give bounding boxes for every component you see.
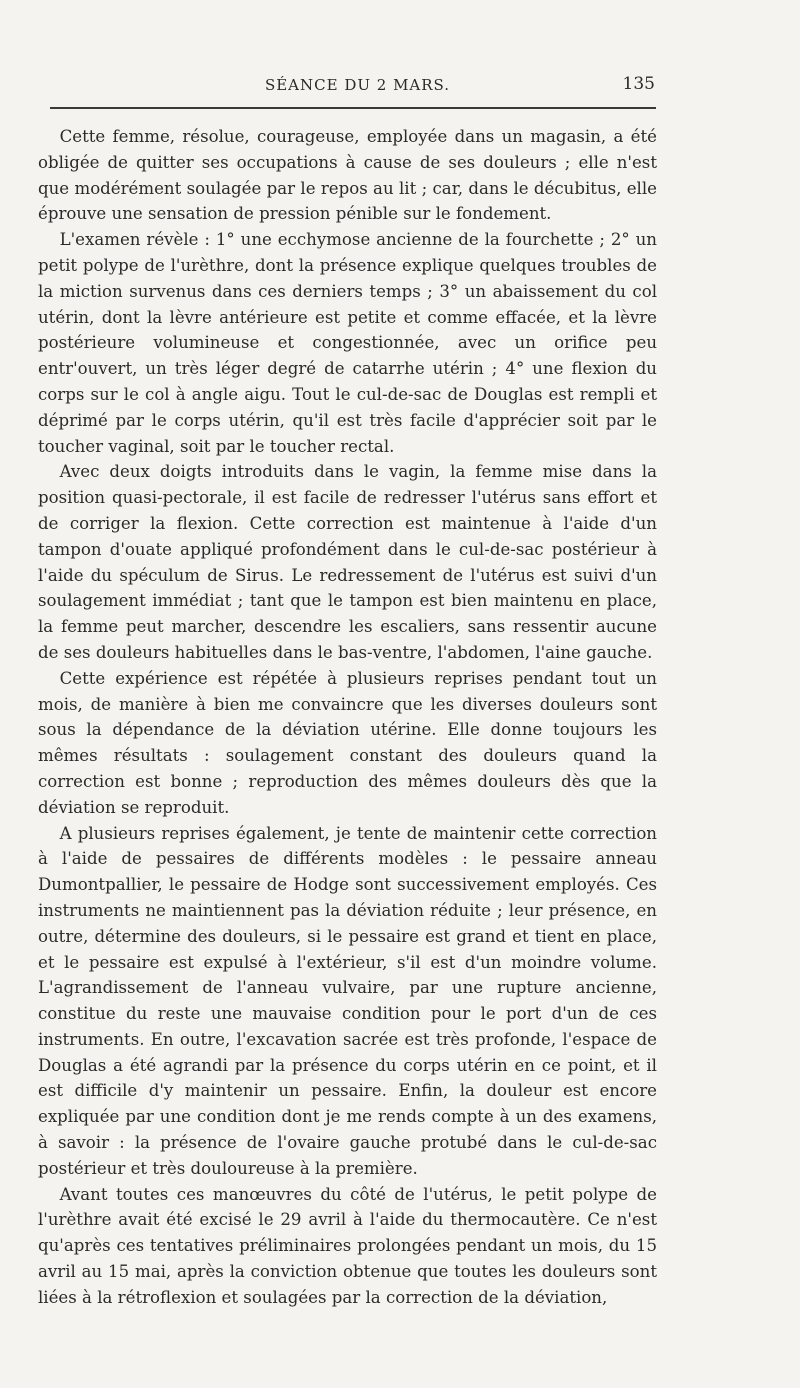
page-number: 135: [622, 74, 655, 94]
body-text: [38, 124, 657, 1311]
paragraph: Avant toutes ces manœuvres du côté de l'utérus, le petit polype de l'urèthre avait été excisé le 29 avril à l'aide du thermocautère. Ce n'est qu'après ces tentatives préliminaires prolongées pendant un mois, du 15 avril au 15 mai, après la conviction obtenue que toutes les douleurs sont liées à la rétroflexion et soulagées par la correction de la déviation,: [38, 1184, 657, 1307]
header-rule: [50, 107, 656, 109]
running-title: SÉANCE DU 2 MARS.: [264, 76, 451, 94]
paragraph: Cette expérience est répétée à plusieurs reprises pendant tout un mois, de manière à bien me convaincre que les diverses douleurs sont sous la dépendance de la déviation utérine. Elle donne toujours les mêmes résultats : soulagement constant des douleurs quand la correction est bonne ; reproduction des mêmes douleurs dès que la déviation se reproduit.: [38, 668, 657, 817]
paragraph: A plusieurs reprises également, je tente de maintenir cette correction à l'aide de pessaires de différents modèles : le pessaire anneau Dumontpallier, le pessaire de Hodge sont successivement employés. Ces instruments ne maintiennent pas la déviation réduite ; leur présence, en outre, détermine des douleurs, si le pessaire est grand et tient en place, et le pessaire est expulsé à l'extérieur, s'il est d'un moindre volume. L'agrandissement de l'anneau vulvaire, par une rupture ancienne, constitue du reste une mauvaise condition pour le port d'un de ces instruments. En outre, l'excavation sacrée est très profonde, l'espace de Douglas a été agrandi par la présence du corps utérin en ce point, et il est difficile d'y maintenir un pessaire. Enfin, la douleur est encore expliquée par une condition dont je me rends compte à un des examens, à savoir : la présence de l'ovaire gauche protubé dans le cul-de-sac postérieur et très douloureuse à la première.: [38, 823, 657, 1178]
paragraph: Avec deux doigts introduits dans le vagin, la femme mise dans la position quasi-pectorale, il est facile de redresser l'utérus sans effort et de corriger la flexion. Cette correction est maintenue à l'aide d'un tampon d'ouate appliqué profondément dans le cul-de-sac postérieur à l'aide du spéculum de Sirus. Le redressement de l'utérus est suivi d'un soulagement immédiat ; tant que le tampon est bien maintenu en place, la femme peut marcher, descendre les escaliers, sans ressentir aucune de ses douleurs habituelles dans le bas-ventre, l'abdomen, l'aine gauche.: [38, 462, 657, 662]
page-header: [60, 70, 655, 100]
paragraph: L'examen révèle : 1° une ecchymose ancienne de la fourchette ; 2° un petit polype de l'urèthre, dont la présence explique quelques troubles de la miction survenus dans ces derniers temps ; 3° un abaissement du col utérin, dont la lèvre antérieure est petite et comme effacée, et la lèvre postérieure volumineuse et congestionnée, avec un orifice peu entr'ouvert, un très léger degré de catarrhe utérin ; 4° une flexion du corps sur le col à angle aigu. Tout le cul-de-sac de Douglas est rempli et déprimé par le corps utérin, qu'il est très facile d'apprécier soit par le toucher vaginal, soit par le toucher rectal.: [38, 230, 657, 456]
paragraph: Cette femme, résolue, courageuse, employée dans un magasin, a été obligée de quitter ses occupations à cause de ses douleurs ; elle n'est que modérément soulagée par le repos au lit ; car, dans le décubitus, elle éprouve une sensation de pression pénible sur le fondement.: [38, 127, 657, 224]
